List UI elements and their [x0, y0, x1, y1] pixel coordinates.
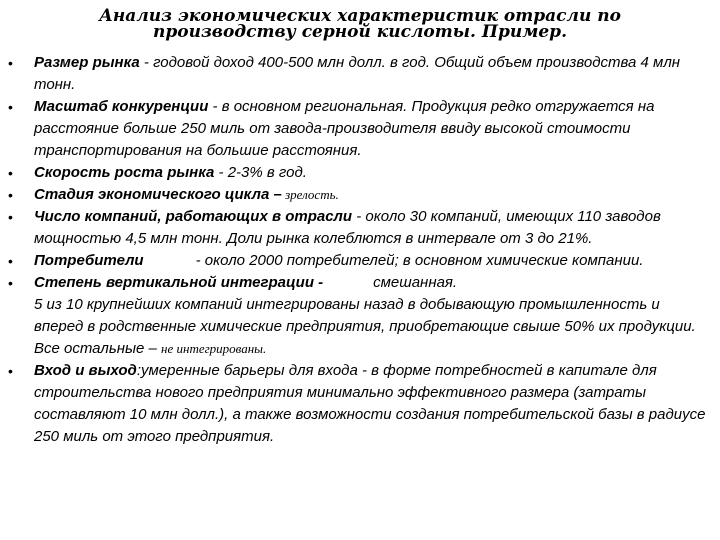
item-text-continued: 5 из 10 крупнейших компаний интегрированы назад в добывающую промышленность и вперед в родственные химические предприятия, приобретающие свыше 50% их продукции. Все остальные – [34, 296, 696, 357]
item-text: :умеренные барьеры для входа - в форме потребностей в капитале для строительства нового предприятия минимально эффективного размера (затраты составляют 10 млн долл.), а также возможности создания потребительской базы в радиусе 250 миль от этого предприятия. [34, 362, 706, 445]
list-item-growth-rate [0, 162, 720, 184]
characteristics-list [0, 52, 720, 448]
list-item-entry-and-exit [0, 360, 720, 448]
item-text: - около 30 компаний, имеющих 110 заводов мощностью 4,5 млн тонн. Доли рынка колеблются в интервале от 3 до 21%. [34, 208, 661, 247]
slide-title: Анализ экономических характеристик отрасли по производству серной кислоты. Пример. [99, 6, 621, 42]
item-label: Потребители [34, 252, 144, 269]
list-item-consumers [0, 250, 720, 272]
item-text: - в основном региональная. Продукция редко отгружается на расстояние больше 250 миль от завода-производителя ввиду высокой стоимости транспортирования на большие расстояния. [34, 98, 655, 159]
bullet-icon: • [8, 253, 13, 269]
item-label: Вход и выход [34, 362, 137, 379]
bullet-icon: • [8, 209, 13, 225]
item-label: Размер рынка [34, 54, 140, 71]
item-label: Степень вертикальной интеграции - [34, 274, 324, 291]
bullet-icon: • [8, 55, 13, 71]
item-label: Масштаб конкуренции [34, 98, 209, 115]
list-item-market-size [0, 52, 720, 96]
item-text: - годовой доход 400-500 млн долл. в год. Общий объем производства 4 млн тонн. [34, 54, 681, 93]
bullet-icon: • [8, 363, 13, 379]
bullet-icon: • [8, 99, 13, 115]
item-text: - около 2000 потребителей; в основном химические компании. [195, 252, 644, 269]
item-label: Скорость роста рынка [34, 164, 215, 181]
bullet-icon: • [8, 165, 13, 181]
item-text: - 2-3% в год. [214, 164, 307, 181]
list-item-number-of-companies [0, 206, 720, 250]
item-text: зрелость. [281, 187, 339, 202]
list-item-vertical-integration [0, 272, 720, 360]
item-label: Число компаний, работающих в отрасли [34, 208, 353, 225]
item-text: смешанная. [373, 274, 458, 291]
bullet-icon: • [8, 187, 13, 203]
list-item-competition-scope [0, 96, 720, 162]
item-label: Стадия экономического цикла – [34, 186, 282, 203]
list-item-economic-cycle-stage [0, 184, 720, 206]
item-text-tail: не интегрированы. [161, 341, 267, 356]
bullet-icon: • [8, 275, 13, 291]
